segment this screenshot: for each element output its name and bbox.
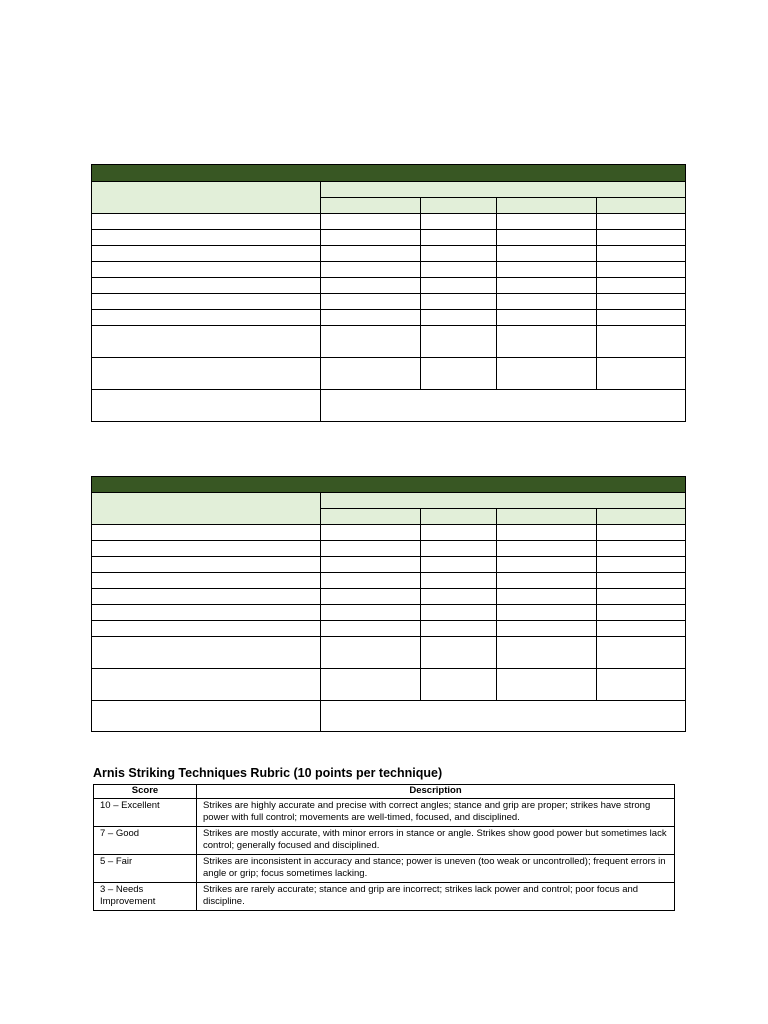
table-cell[interactable] bbox=[497, 541, 597, 557]
rubric-description: Strikes are mostly accurate, with minor errors in stance or angle. Strikes show good power but sometimes lack control; generally focused and disciplined. bbox=[197, 826, 675, 854]
table-row bbox=[92, 637, 686, 669]
table-header-bar bbox=[92, 477, 686, 493]
table-header-bar bbox=[92, 165, 686, 182]
table-cell[interactable] bbox=[497, 621, 597, 637]
table-cell[interactable] bbox=[597, 246, 686, 262]
sub-header-cell bbox=[597, 198, 686, 214]
table-cell[interactable] bbox=[92, 310, 321, 326]
table-cell[interactable] bbox=[321, 214, 421, 230]
table-cell[interactable] bbox=[321, 230, 421, 246]
table-row bbox=[92, 589, 686, 605]
table-cell[interactable] bbox=[421, 214, 497, 230]
table-cell[interactable] bbox=[321, 637, 421, 669]
table-cell[interactable] bbox=[321, 390, 686, 422]
table-cell[interactable] bbox=[597, 621, 686, 637]
table-cell[interactable] bbox=[92, 605, 321, 621]
table-cell[interactable] bbox=[421, 637, 497, 669]
table-cell[interactable] bbox=[497, 294, 597, 310]
table-cell[interactable] bbox=[597, 525, 686, 541]
table-cell[interactable] bbox=[421, 310, 497, 326]
table-cell[interactable] bbox=[497, 669, 597, 701]
rubric-row bbox=[94, 826, 675, 854]
sub-header-cell bbox=[497, 509, 597, 525]
table-cell[interactable] bbox=[421, 621, 497, 637]
table-cell[interactable] bbox=[92, 358, 321, 390]
table-cell[interactable] bbox=[421, 358, 497, 390]
rubric-score: 7 – Good bbox=[94, 826, 197, 854]
name-header-cell bbox=[92, 182, 321, 214]
table-row bbox=[92, 310, 686, 326]
table-cell[interactable] bbox=[92, 294, 321, 310]
table-row bbox=[92, 621, 686, 637]
table-cell[interactable] bbox=[92, 326, 321, 358]
table-row bbox=[92, 557, 686, 573]
table-cell[interactable] bbox=[92, 573, 321, 589]
rubric-title: Arnis Striking Techniques Rubric (10 points per technique) bbox=[93, 766, 443, 780]
table-cell[interactable] bbox=[321, 701, 686, 732]
table-cell[interactable] bbox=[321, 557, 421, 573]
table-row bbox=[92, 573, 686, 589]
table-cell[interactable] bbox=[421, 541, 497, 557]
table-cell[interactable] bbox=[321, 246, 421, 262]
table-cell[interactable] bbox=[421, 525, 497, 541]
table-cell[interactable] bbox=[597, 557, 686, 573]
blank-score-table-2 bbox=[91, 476, 686, 732]
table-cell[interactable] bbox=[92, 214, 321, 230]
table-cell[interactable] bbox=[497, 214, 597, 230]
table-cell[interactable] bbox=[92, 701, 321, 732]
table-cell[interactable] bbox=[321, 525, 421, 541]
rubric-row bbox=[94, 882, 675, 910]
table-row bbox=[92, 214, 686, 230]
table-cell[interactable] bbox=[421, 278, 497, 294]
table-cell[interactable] bbox=[497, 525, 597, 541]
table-cell[interactable] bbox=[421, 557, 497, 573]
table-cell[interactable] bbox=[92, 557, 321, 573]
table-cell[interactable] bbox=[321, 589, 421, 605]
table-row bbox=[92, 541, 686, 557]
table-cell[interactable] bbox=[597, 669, 686, 701]
table-cell[interactable] bbox=[321, 541, 421, 557]
table-cell[interactable] bbox=[597, 573, 686, 589]
table-cell[interactable] bbox=[597, 358, 686, 390]
table-cell[interactable] bbox=[421, 669, 497, 701]
table-cell[interactable] bbox=[321, 310, 421, 326]
rubric-row bbox=[94, 854, 675, 882]
table-cell[interactable] bbox=[321, 262, 421, 278]
table-cell[interactable] bbox=[497, 557, 597, 573]
table-cell[interactable] bbox=[92, 669, 321, 701]
table-cell[interactable] bbox=[92, 246, 321, 262]
rubric-table bbox=[93, 784, 675, 911]
score-column-header: Score bbox=[94, 785, 197, 799]
table-cell[interactable] bbox=[92, 525, 321, 541]
table-cell[interactable] bbox=[497, 605, 597, 621]
table-cell[interactable] bbox=[421, 605, 497, 621]
table-cell[interactable] bbox=[597, 294, 686, 310]
sub-header-cell bbox=[421, 198, 497, 214]
table-cell[interactable] bbox=[92, 621, 321, 637]
table-cell[interactable] bbox=[92, 637, 321, 669]
table-cell[interactable] bbox=[497, 310, 597, 326]
rubric-description: Strikes are inconsistent in accuracy and stance; power is uneven (too weak or uncontrolled); frequent errors in angle or grip; focus sometimes lacking. bbox=[197, 854, 675, 882]
table-cell[interactable] bbox=[497, 230, 597, 246]
rubric-score: 3 – Needs Improvement bbox=[94, 882, 197, 910]
table-row bbox=[92, 390, 686, 422]
table-cell[interactable] bbox=[92, 390, 321, 422]
table-cell[interactable] bbox=[421, 573, 497, 589]
table-cell[interactable] bbox=[497, 573, 597, 589]
table-cell[interactable] bbox=[321, 621, 421, 637]
table-cell[interactable] bbox=[497, 358, 597, 390]
table-cell[interactable] bbox=[597, 637, 686, 669]
table-cell[interactable] bbox=[421, 230, 497, 246]
table-cell[interactable] bbox=[597, 262, 686, 278]
table-cell[interactable] bbox=[92, 278, 321, 294]
table-cell[interactable] bbox=[421, 326, 497, 358]
rubric-score: 5 – Fair bbox=[94, 854, 197, 882]
sub-header-cell bbox=[321, 509, 421, 525]
table-cell[interactable] bbox=[497, 326, 597, 358]
table-cell[interactable] bbox=[597, 214, 686, 230]
rubric-score: 10 – Excellent bbox=[94, 798, 197, 826]
table-cell[interactable] bbox=[597, 326, 686, 358]
table-cell[interactable] bbox=[92, 230, 321, 246]
table-row bbox=[92, 525, 686, 541]
name-header-cell bbox=[92, 493, 321, 525]
table-cell[interactable] bbox=[321, 326, 421, 358]
sub-header-cell bbox=[421, 509, 497, 525]
table-row bbox=[92, 262, 686, 278]
criteria-header-cell bbox=[321, 493, 686, 509]
table-cell[interactable] bbox=[597, 310, 686, 326]
table-cell[interactable] bbox=[497, 278, 597, 294]
table-row bbox=[92, 358, 686, 390]
table-row bbox=[92, 294, 686, 310]
sub-header-cell bbox=[321, 198, 421, 214]
table-cell[interactable] bbox=[597, 541, 686, 557]
table-cell[interactable] bbox=[497, 589, 597, 605]
table-cell[interactable] bbox=[597, 589, 686, 605]
criteria-header-cell bbox=[321, 182, 686, 198]
rubric-row bbox=[94, 798, 675, 826]
table-cell[interactable] bbox=[92, 262, 321, 278]
table-cell[interactable] bbox=[321, 278, 421, 294]
description-column-header: Description bbox=[197, 785, 675, 799]
table-cell[interactable] bbox=[321, 358, 421, 390]
table-row bbox=[92, 701, 686, 732]
table-row bbox=[92, 246, 686, 262]
table-cell[interactable] bbox=[421, 294, 497, 310]
table-cell[interactable] bbox=[597, 605, 686, 621]
table-cell[interactable] bbox=[597, 278, 686, 294]
table-cell[interactable] bbox=[321, 605, 421, 621]
table-cell[interactable] bbox=[421, 589, 497, 605]
blank-score-table-1 bbox=[91, 164, 686, 422]
rubric-description: Strikes are rarely accurate; stance and grip are incorrect; strikes lack power and control; poor focus and discipline. bbox=[197, 882, 675, 910]
table-cell[interactable] bbox=[92, 589, 321, 605]
sub-header-cell bbox=[597, 509, 686, 525]
table-cell[interactable] bbox=[321, 294, 421, 310]
table-cell[interactable] bbox=[497, 637, 597, 669]
table-cell[interactable] bbox=[421, 246, 497, 262]
table-row bbox=[92, 278, 686, 294]
table-cell[interactable] bbox=[321, 573, 421, 589]
table-cell[interactable] bbox=[421, 262, 497, 278]
table-cell[interactable] bbox=[497, 262, 597, 278]
table-cell[interactable] bbox=[321, 669, 421, 701]
rubric-description: Strikes are highly accurate and precise with correct angles; stance and grip are proper; strikes have strong power with full control; movements are well-timed, focused, and disciplined. bbox=[197, 798, 675, 826]
table-cell[interactable] bbox=[597, 230, 686, 246]
table-row bbox=[92, 605, 686, 621]
table-row bbox=[92, 669, 686, 701]
table-cell[interactable] bbox=[497, 246, 597, 262]
table-cell[interactable] bbox=[92, 541, 321, 557]
table-row bbox=[92, 326, 686, 358]
sub-header-cell bbox=[497, 198, 597, 214]
table-row bbox=[92, 230, 686, 246]
